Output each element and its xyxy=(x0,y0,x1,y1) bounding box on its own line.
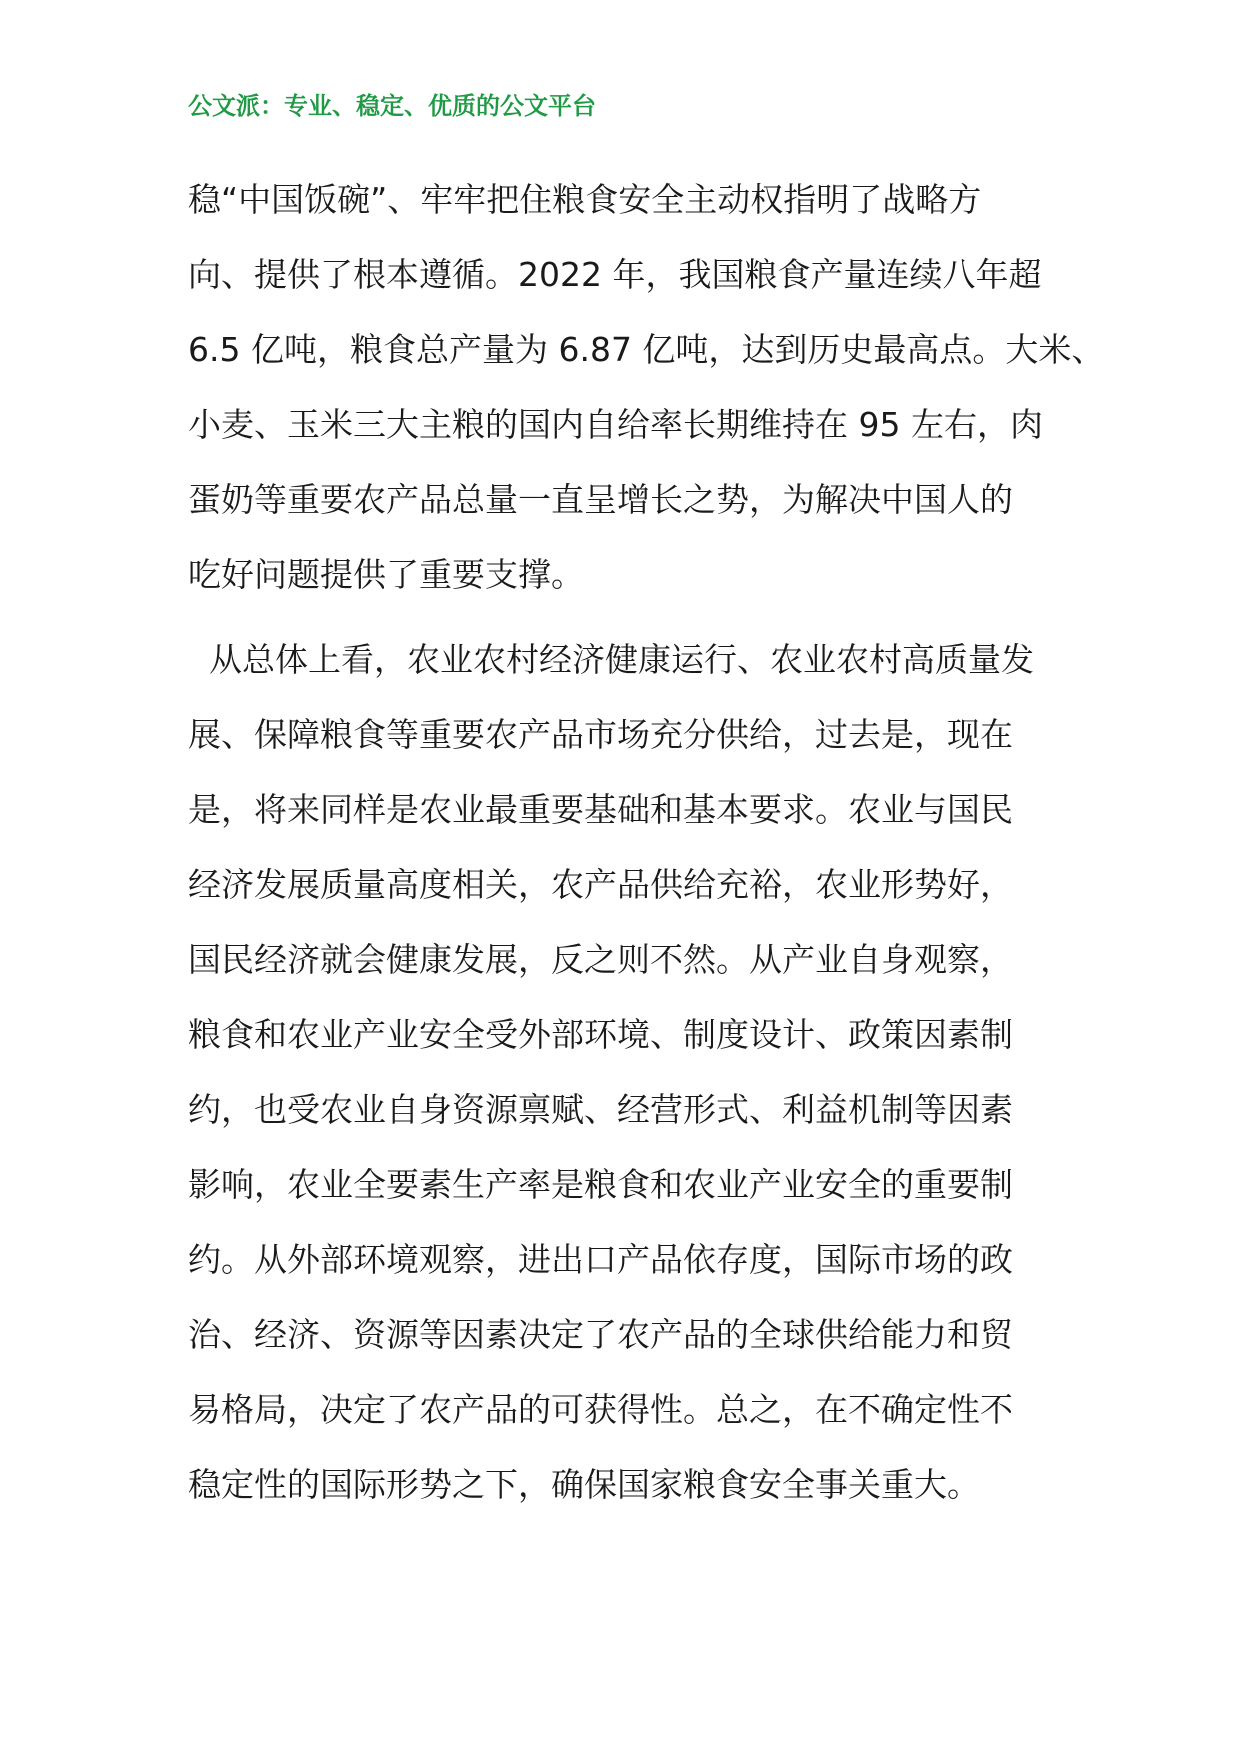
text-line: 是，将来同样是农业最重要基础和基本要求。农业与国民 xyxy=(188,790,1013,829)
text-line: 影响，农业全要素生产率是粮食和农业产业安全的重要制 xyxy=(188,1165,1013,1204)
text-line: 粮食和农业产业安全受外部环境、制度设计、政策因素制 xyxy=(188,1015,1013,1054)
text-line: 小麦、玉米三大主粮的国内自给率长期维持在 95 左右，肉 xyxy=(188,405,1043,444)
text-line: 易格局，决定了农产品的可获得性。总之，在不确定性不 xyxy=(188,1390,1013,1429)
text-line: 从总体上看，农业农村经济健康运行、农业农村高质量发 xyxy=(188,640,1034,679)
text-line: 6.5 亿吨，粮食总产量为 6.87 亿吨，达到历史最高点。大米、 xyxy=(188,330,1105,369)
text-line: 吃好问题提供了重要支撑。 xyxy=(188,555,584,594)
text-line: 稳“中国饭碗”、牢牢把住粮食安全主动权指明了战略方 xyxy=(188,180,982,219)
text-line: 蛋奶等重要农产品总量一直呈增长之势，为解决中国人的 xyxy=(188,480,1013,519)
header-banner: 公文派：专业、稳定、优质的公文平台 xyxy=(188,91,596,120)
paragraph-2 xyxy=(188,622,1068,1522)
text-line: 经济发展质量高度相关，农产品供给充裕，农业形势好， xyxy=(188,865,1013,904)
paragraph-1 xyxy=(188,162,1105,612)
text-line: 约，也受农业自身资源禀赋、经营形式、利益机制等因素 xyxy=(188,1090,1013,1129)
text-line: 向、提供了根本遵循。2022 年，我国粮食产量连续八年超 xyxy=(188,255,1042,294)
text-line: 展、保障粮食等重要农产品市场充分供给，过去是，现在 xyxy=(188,715,1013,754)
text-line: 治、经济、资源等因素决定了农产品的全球供给能力和贸 xyxy=(188,1315,1013,1354)
text-line: 国民经济就会健康发展，反之则不然。从产业自身观察， xyxy=(188,940,1013,979)
text-line: 约。从外部环境观察，进出口产品依存度，国际市场的政 xyxy=(188,1240,1013,1279)
text-line: 稳定性的国际形势之下，确保国家粮食安全事关重大。 xyxy=(188,1465,980,1504)
